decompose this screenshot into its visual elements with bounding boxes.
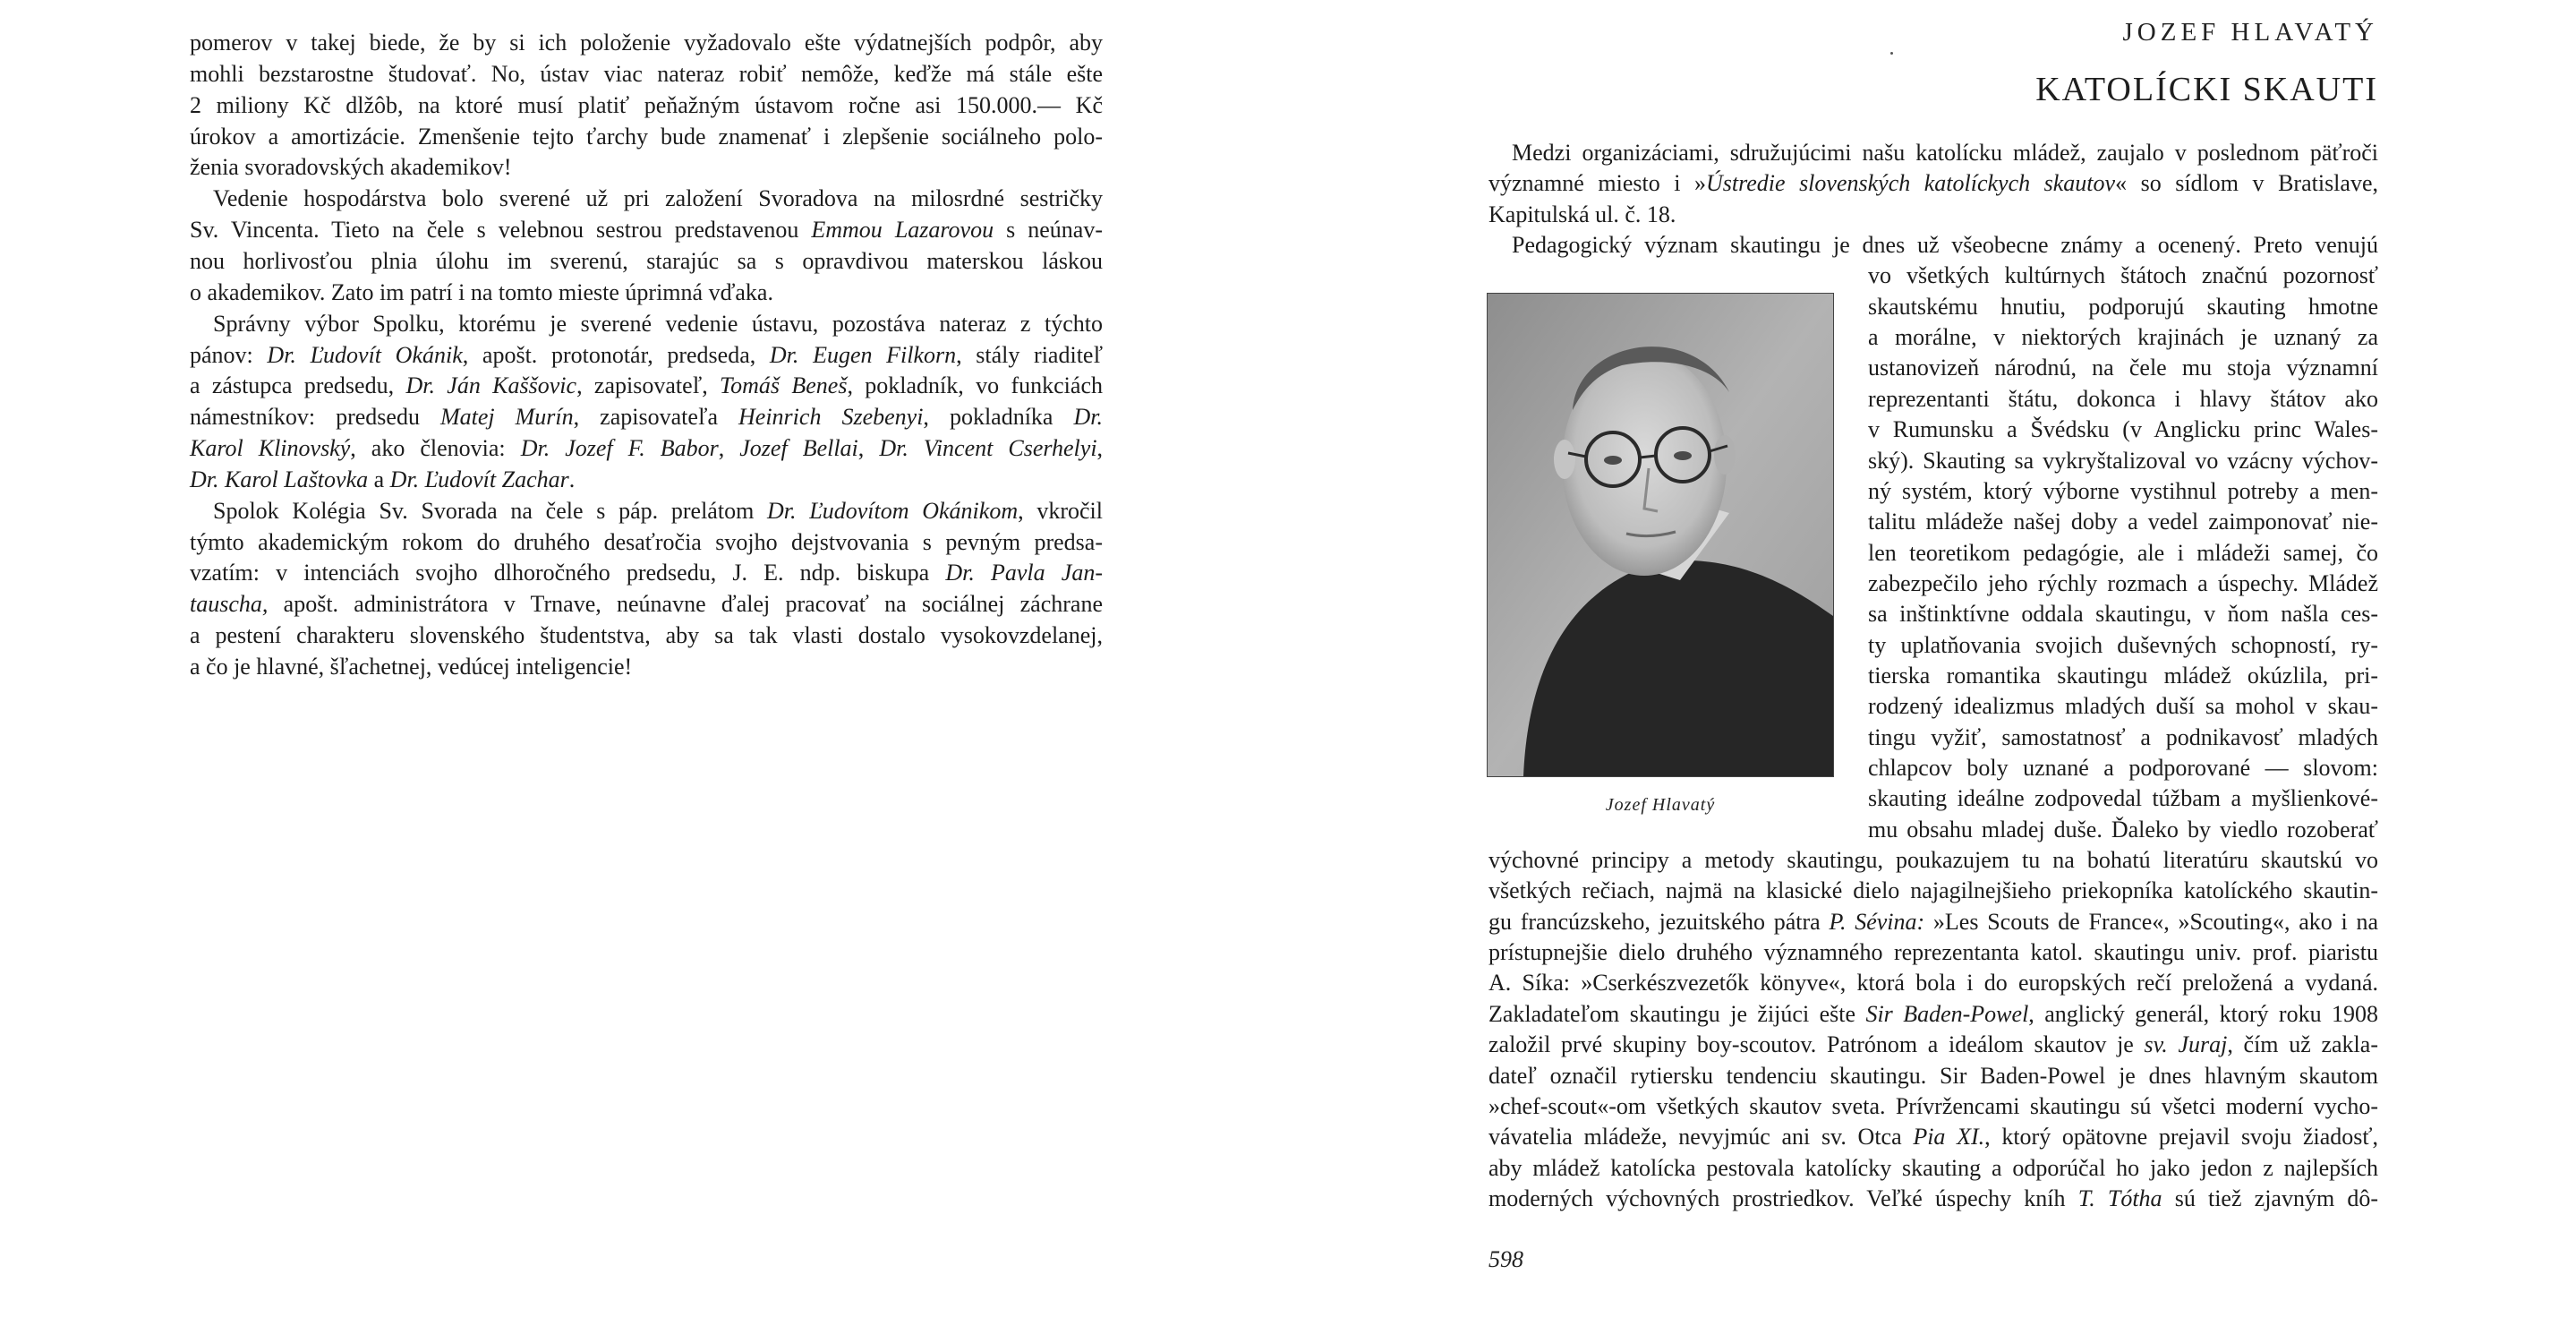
text-line xyxy=(1488,939,2378,966)
text-line xyxy=(1488,170,2378,197)
text-segment: , apošt. protonotár, predseda, xyxy=(462,341,770,368)
text-line xyxy=(190,466,1103,493)
text-segment: , zapisovateľa xyxy=(573,404,739,431)
text-line xyxy=(1868,324,2378,351)
text-line xyxy=(1868,262,2378,289)
italic-text: Jozef Bellai xyxy=(739,435,858,462)
text-line xyxy=(190,654,1103,680)
italic-text: Emmou Lazarovou xyxy=(811,217,994,244)
text-line xyxy=(1488,1093,2378,1120)
text-segment: významné miesto i » xyxy=(1488,170,1706,197)
text-segment: pánov: xyxy=(190,341,268,368)
page-number: 598 xyxy=(1488,1246,1523,1272)
text-segment: skautskému hnutiu, podporujú skauting hmotne xyxy=(1868,293,2378,320)
text-segment: gu francúzskeho, jezuitského pátra xyxy=(1488,908,1830,935)
text-line xyxy=(1868,570,2378,597)
italic-text: tauscha, xyxy=(190,591,269,618)
text-line xyxy=(190,622,1103,649)
text-segment: apošt. administrátora v Trnave, neúnavne ďalej pracovať na sociálnej záchrane xyxy=(268,591,1103,618)
text-segment: vávatelia mládeže, nevyjmúc ani sv. Otca xyxy=(1488,1124,1914,1151)
text-line xyxy=(1488,909,2378,936)
text-segment: týmto akademickým rokom do druhého desaťročia svojho dejstvovania s pevným predsa- xyxy=(190,528,1103,555)
text-segment: ženia svoradovských akademikov! xyxy=(190,154,512,181)
text-line xyxy=(190,529,1103,556)
italic-text: P. Sévina: xyxy=(1829,908,1925,935)
text-line xyxy=(190,279,1103,306)
text-segment: všetkých rečiach, najmä na klasické dielo najagilnejšieho priekopníka katolíckého skautin- xyxy=(1488,877,2378,904)
italic-text: Heinrich Szebenyi xyxy=(738,404,924,431)
text-segment: Vedenie hospodárstva bolo sverené už pri založení Svoradova na milosrdné sestričky xyxy=(213,185,1103,212)
text-segment: ný systém, ktorý výborne vystihnul potreby a men- xyxy=(1868,477,2378,504)
text-line xyxy=(1868,601,2378,628)
text-line xyxy=(190,372,1103,399)
text-segment: « so sídlom v Bratislave, xyxy=(2115,170,2378,197)
text-segment: úrokov a amortizácie. Zmenšenie tejto ťarchy bude znamenať i zlepšenie sociálneho polo- xyxy=(190,123,1103,150)
text-line xyxy=(190,404,1103,431)
text-segment: moderných výchovných prostriedkov. Veľké úspechy kníh xyxy=(1488,1185,2078,1211)
text-line xyxy=(1868,663,2378,689)
text-line xyxy=(1868,509,2378,535)
text-line xyxy=(1488,201,2378,228)
author-portrait-photo xyxy=(1487,293,1834,777)
text-line xyxy=(190,560,1103,586)
text-line xyxy=(1488,1063,2378,1090)
text-segment: , ktorý opätovne prejavil svoju žiadosť, xyxy=(1984,1124,2378,1151)
text-line xyxy=(1868,416,2378,443)
text-segment: , ako členovia: xyxy=(350,435,521,462)
text-line xyxy=(1488,847,2378,874)
text-line xyxy=(1868,448,2378,475)
text-segment: , pokladníka xyxy=(923,404,1074,431)
left-page xyxy=(0,0,1253,1343)
text-line xyxy=(1488,1124,2378,1151)
text-segment: a čo je hlavné, šľachetnej, vedúcej inteligencie! xyxy=(190,654,633,680)
italic-text: Dr. xyxy=(1073,404,1103,431)
text-segment: , anglický generál, ktorý roku 1908 xyxy=(2028,1000,2378,1027)
text-segment: , xyxy=(857,435,880,462)
text-line xyxy=(1868,785,2378,812)
text-line xyxy=(190,185,1103,212)
text-segment: tingu vyžiť, samostatnosť a podnikavosť mladých xyxy=(1868,723,2378,750)
text-segment: reprezentanti štátu, dokonca i hlavy štátov ako xyxy=(1868,385,2378,412)
text-segment: mohli bezstarostne študovať. No, ústav viac nateraz robiť nemôže, keďže má stále ešte xyxy=(190,60,1103,87)
italic-text: Dr. Jozef F. Babor xyxy=(520,435,719,462)
text-segment: , čím už zakla- xyxy=(2227,1031,2378,1058)
text-segment: nou horlivosťou plnia úlohu im sverenú, starajúc sa s opravdivou materskou láskou xyxy=(190,247,1103,274)
text-line xyxy=(1868,632,2378,659)
text-segment: »Les Scouts de France«, »Scouting«, ako i na xyxy=(1924,908,2378,935)
text-line xyxy=(190,124,1103,150)
italic-text: Dr. Ľudovít Okánik xyxy=(267,341,463,368)
text-segment: a morálne, v niektorých krajinách je uznaný za xyxy=(1868,324,2378,351)
text-line xyxy=(1868,478,2378,505)
text-segment: a pestení charakteru slovenského študentstva, aby sa tak vlasti dostalo vysokovzdelanej, xyxy=(190,622,1103,649)
text-segment: prístupnejšie dielo druhého významného reprezentanta katol. skautingu univ. prof. piaristu xyxy=(1488,939,2378,966)
text-segment: vzatím: v intenciách svojho dlhoročného predsedu, J. E. ndp. biskupa xyxy=(190,560,946,586)
italic-text: Dr. Ján Kaššovic xyxy=(405,372,577,399)
text-segment: »chef-scout«-om všetkých skautov sveta. Prívržencami skautingu sú všetci moderní vycho- xyxy=(1488,1092,2378,1119)
text-line xyxy=(1488,1001,2378,1028)
text-line xyxy=(1488,232,2378,259)
italic-text: Dr. Eugen Filkorn xyxy=(769,341,957,368)
text-line xyxy=(190,591,1103,618)
text-segment: , pokladník, vo funkciách xyxy=(847,372,1103,399)
text-segment: ský). Skauting sa vykryštalizoval vo vzácny výchov- xyxy=(1868,447,2378,474)
text-segment: . xyxy=(568,466,576,492)
text-segment: mu obsahu mladej duše. Ďaleko by viedlo rozoberať xyxy=(1868,816,2378,843)
text-line xyxy=(190,217,1103,244)
text-segment: skauting ideálne zodpovedal túžbam a myšlienkové- xyxy=(1868,785,2378,812)
text-segment: výchovné principy a metody skautingu, poukazujem tu na bohatú literatúru skautskú vo xyxy=(1488,847,2378,874)
text-segment: , vkročil xyxy=(1018,497,1103,524)
text-line xyxy=(190,30,1103,56)
portrait-image-icon xyxy=(1488,294,1833,776)
italic-text: Sir Baden-Powel xyxy=(1865,1000,2029,1027)
text-line xyxy=(1488,1155,2378,1182)
text-segment: 2 miliony Kč dlžôb, na ktoré musí platiť peňažným ústavom ročne asi 150.000.— Kč xyxy=(190,91,1103,118)
text-segment: vo všetkých kultúrnych štátoch značnú pozornosť xyxy=(1868,262,2378,289)
text-segment: , xyxy=(718,435,740,462)
text-segment: ustanovizeň národnú, na čele mu stoja významní xyxy=(1868,355,2378,381)
text-line xyxy=(1868,355,2378,381)
text-segment: a zástupca predsedu, xyxy=(190,372,406,399)
text-line xyxy=(1488,970,2378,997)
text-segment: A. Síka: »Cserkészvezetők könyve«, ktorá bola i do europských rečí preložená a vydaná. xyxy=(1488,970,2378,997)
text-segment: pomerov v takej biede, že by si ich položenie vyžadovalo ešte výdatnejších podpôr, aby xyxy=(190,30,1103,56)
text-segment: aby mládež katolícka pestovala katolícky skauting a odporúčal ho jako jedon z najlepších xyxy=(1488,1154,2378,1181)
text-segment: sa inštinktívne oddala skautingu, v ňom našla ces- xyxy=(1868,601,2378,628)
text-segment: talitu mládeže našej doby a vedel zaimponovať nie- xyxy=(1868,509,2378,535)
text-segment: tierska romantika skautingu mládež okúzlila, pri- xyxy=(1868,662,2378,689)
text-segment: Sv. Vincenta. Tieto na čele s velebnou sestrou predstavenou xyxy=(190,217,812,244)
text-segment: , stály riaditeľ xyxy=(956,341,1104,368)
text-line xyxy=(1868,724,2378,751)
text-segment: Kapitulská ul. č. 18. xyxy=(1488,201,1676,227)
text-line xyxy=(1488,1031,2378,1058)
italic-text: Matej Murín xyxy=(439,404,574,431)
text-line xyxy=(1868,755,2378,782)
text-line xyxy=(190,498,1103,525)
text-segment: rodzený idealizmus mladých duší sa mohol v skau- xyxy=(1868,693,2378,720)
italic-text: Pia XI. xyxy=(1913,1124,1985,1151)
italic-text: Dr. Ľudovítom Okánikom xyxy=(767,497,1019,524)
italic-text: sv. Juraj xyxy=(2144,1031,2228,1058)
text-line xyxy=(190,61,1103,88)
text-segment: s neúnav- xyxy=(994,217,1103,244)
text-segment: ty uplatňovania svojich duševných schopností, ry- xyxy=(1868,631,2378,658)
text-segment: zabezpečilo jeho rýchly rozmach a úspechy. Mládež xyxy=(1868,569,2378,596)
text-segment: , xyxy=(1096,435,1104,462)
text-line xyxy=(1868,817,2378,843)
text-segment: Spolok Kolégia Sv. Svorada na čele s páp. prelátom xyxy=(213,497,768,524)
text-line xyxy=(1868,540,2378,567)
text-line xyxy=(190,311,1103,338)
photo-caption: Jozef Hlavatý xyxy=(1605,795,1716,815)
text-segment: v Rumunsku a Švédsku (v Anglicku princ Wales- xyxy=(1868,416,2378,443)
text-line xyxy=(1868,693,2378,720)
text-segment: Medzi organizáciami, sdružujúcimi našu katolícku mládež, zaujalo v poslednom päťroči xyxy=(1512,140,2378,166)
text-line xyxy=(1868,386,2378,413)
text-line xyxy=(1488,1185,2378,1212)
italic-text: Dr. Vincent Cserhelyi xyxy=(879,435,1097,462)
text-segment: len teoretikom pedagógie, ale i mládeži samej, čo xyxy=(1868,539,2378,566)
text-line xyxy=(190,342,1103,369)
article-title: KATOLÍCKI SKAUTI xyxy=(2035,71,2378,108)
text-line xyxy=(1488,140,2378,167)
italic-text: T. Tótha xyxy=(2077,1185,2162,1211)
text-segment: námestníkov: predsedu xyxy=(190,404,440,431)
text-segment: o akademikov. Zato im patrí i na tomto mieste úprimná vďaka. xyxy=(190,278,773,305)
text-segment: , zapisovateľ, xyxy=(576,372,721,399)
text-segment: chlapcov boly uznané a podporované — slovom: xyxy=(1868,755,2378,781)
text-segment: dateľ označil rytiersku tendenciu skautingu. Sir Baden-Powel je dnes hlavným skautom xyxy=(1488,1062,2378,1089)
italic-text: Dr. Ľudovít Zachar xyxy=(389,466,569,492)
text-line xyxy=(1488,877,2378,904)
italic-text: Dr. Pavla Jan- xyxy=(945,560,1103,586)
print-speck xyxy=(1890,52,1893,55)
text-segment: Pedagogický význam skautingu je dnes už všeobecne známy a ocenený. Preto venujú xyxy=(1512,232,2378,259)
text-segment: Správny výbor Spolku, ktorému je sverené vedenie ústavu, pozostáva nateraz z týchto xyxy=(213,310,1103,337)
text-line xyxy=(190,154,1103,181)
text-line xyxy=(190,92,1103,119)
text-segment: Zakladateľom skautingu je žijúci ešte xyxy=(1488,1000,1866,1027)
text-segment: sú tiež zjavným dô- xyxy=(2162,1185,2379,1211)
text-segment: založil prvé skupiny boy-scoutov. Patrónom a ideálom skautov je xyxy=(1488,1031,2145,1058)
text-line xyxy=(190,435,1103,462)
italic-text: Ústredie slovenských katolíckych skautov xyxy=(1705,170,2116,197)
italic-text: Karol Klinovský xyxy=(190,435,351,462)
italic-text: Tomáš Beneš xyxy=(720,372,848,399)
text-segment: a xyxy=(368,466,390,492)
text-line xyxy=(190,248,1103,275)
article-author: JOZEF HLAVATÝ xyxy=(2122,18,2378,47)
italic-text: Dr. Karol Laštovka xyxy=(190,466,369,492)
text-line xyxy=(1868,294,2378,321)
